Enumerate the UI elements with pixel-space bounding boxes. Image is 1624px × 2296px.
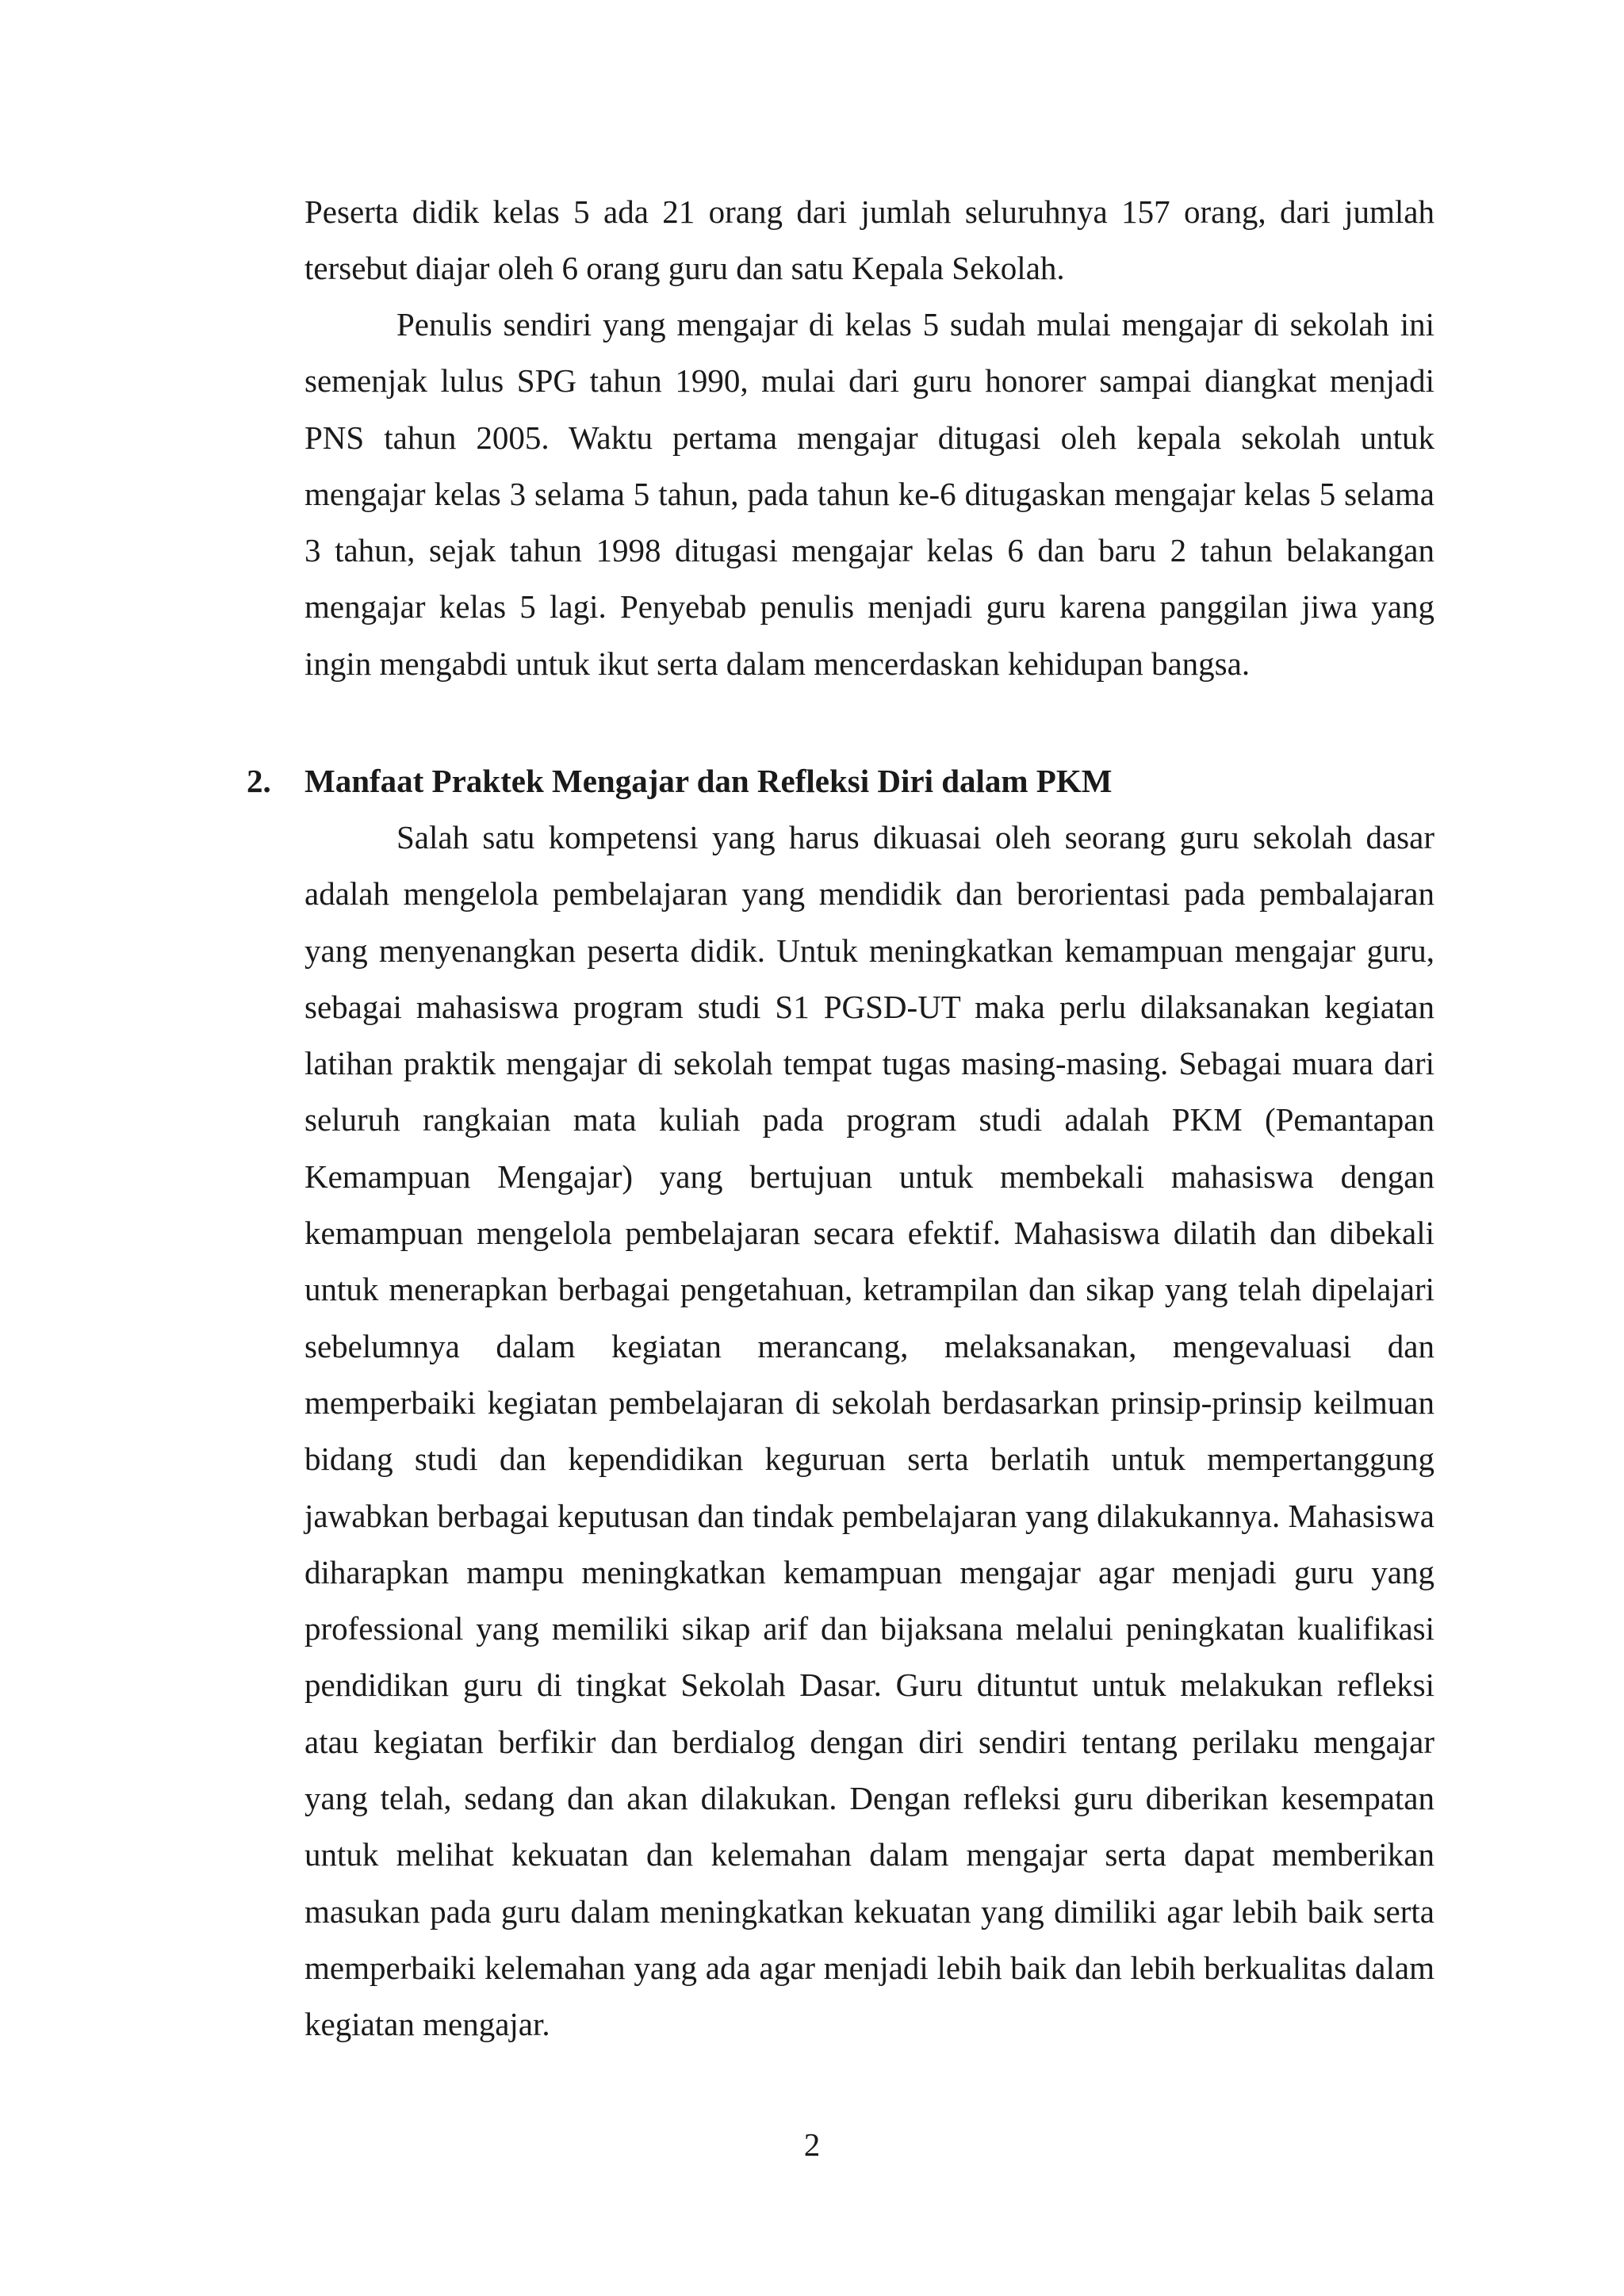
section-number: 2.	[247, 763, 271, 799]
section-heading	[247, 753, 1112, 809]
page-number: 2	[803, 2126, 821, 2163]
section-paragraph: Salah satu kompetensi yang harus dikuasai oleh seorang guru sekolah dasar adalah mengelola pembelajaran yang mendidik dan berorientasi pada pembalajaran yang menyenangkan peserta didik. Untuk meningkatkan kemampuan mengajar guru, sebagai mahasiswa program studi S1 PGSD-UT maka perlu dilaksanakan kegiatan latihan praktik mengajar di sekolah tempat tugas masing-masing. Sebagai muara dari seluruh rangkaian mata kuliah pada program studi adalah PKM (Pemantapan Kemampuan Mengajar) yang bertujuan untuk membekali mahasiswa dengan kemampuan mengelola pembelajaran secara efektif. Mahasiswa dilatih dan dibekali untuk menerapkan berbagai pengetahuan, ketrampilan dan sikap yang telah dipelajari sebelumnya dalam kegiatan merancang, melaksanakan, mengevaluasi dan memperbaiki kegiatan pembelajaran di sekolah berdasarkan prinsip-prinsip keilmuan bidang studi dan kependidikan keguruan serta berlatih untuk mempertanggung jawabkan berbagai keputusan dan tindak pembelajaran yang dilakukannya. Mahasiswa diharapkan mampu meningkatkan kemampuan mengajar agar menjadi guru yang professional yang memiliki sikap arif dan bijaksana melalui peningkatan kualifikasi pendidikan guru di tingkat Sekolah Dasar. Guru dituntut untuk melakukan refleksi atau kegiatan berfikir dan berdialog dengan diri sendiri tentang perilaku mengajar yang telah, sedang dan akan dilakukan. Dengan refleksi guru diberikan kesempatan untuk melihat kekuatan dan kelemahan dalam mengajar serta dapat memberikan masukan pada guru dalam meningkatkan kekuatan yang dimiliki agar lebih baik serta memperbaiki kelemahan yang ada agar menjadi lebih baik dan lebih berkualitas dalam kegiatan mengajar.	[304, 819, 1434, 2043]
section-title: Manfaat Praktek Mengajar dan Refleksi Diri dalam PKM	[304, 763, 1113, 799]
body-paragraph: Penulis sendiri yang mengajar di kelas 5 sudah mulai mengajar di sekolah ini semenjak lulus SPG tahun 1990, mulai dari guru honorer sampai diangkat menjadi PNS tahun 2005. Waktu pertama mengajar ditugasi oleh kepala sekolah untuk mengajar kelas 3 selama 5 tahun, pada tahun ke-6 ditugaskan mengajar kelas 5 selama 3 tahun, sejak tahun 1998 ditugasi mengajar kelas 6 dan baru 2 tahun belakangan mengajar kelas 5 lagi. Penyebab penulis menjadi guru karena panggilan jiwa yang ingin mengabdi untuk ikut serta dalam mencerdaskan kehidupan bangsa.	[304, 306, 1434, 682]
body-paragraph: Peserta didik kelas 5 ada 21 orang dari jumlah seluruhnya 157 orang, dari jumlah tersebut diajar oleh 6 orang guru dan satu Kepala Sekolah.	[304, 193, 1434, 287]
